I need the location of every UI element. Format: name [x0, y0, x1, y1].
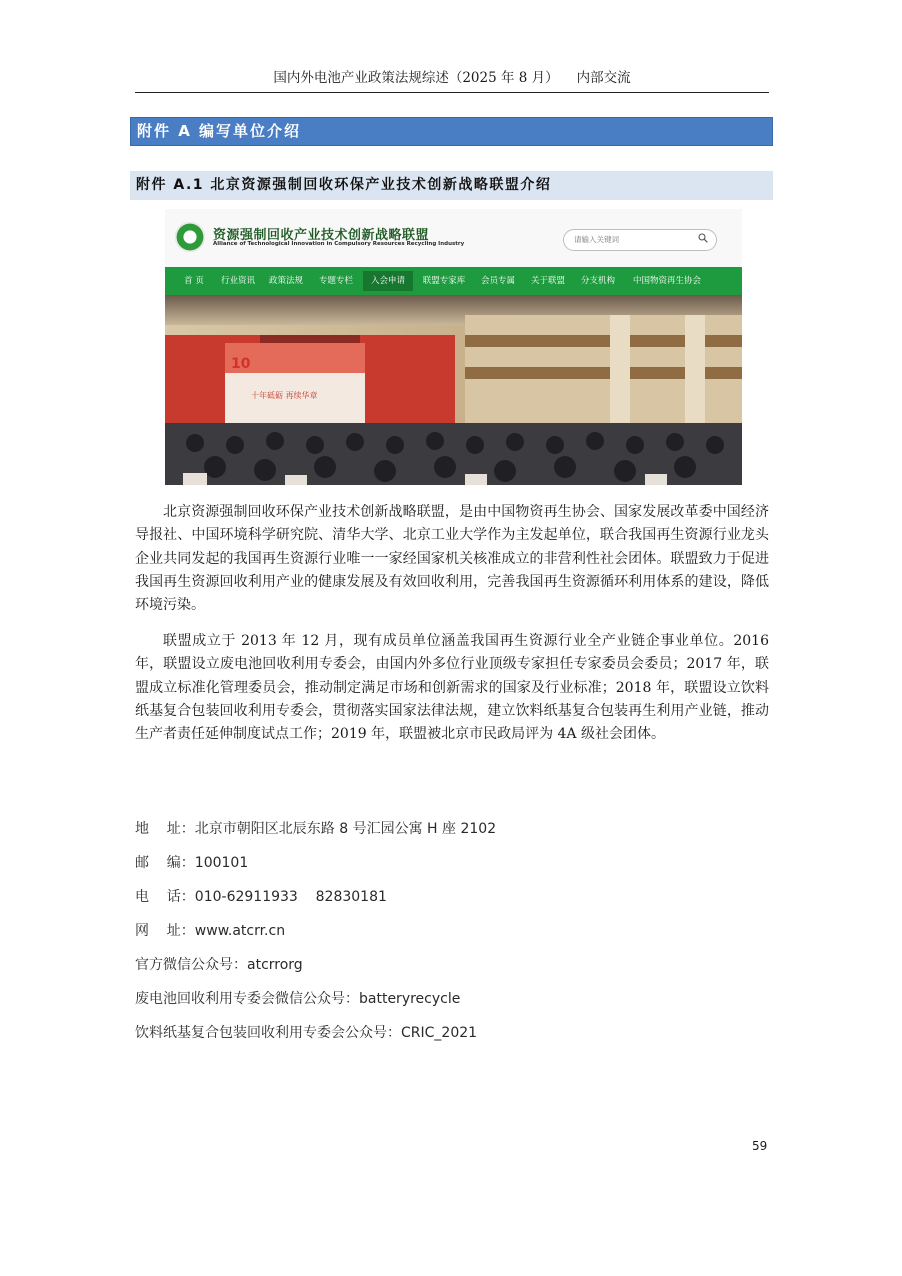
- paragraph-history: 联盟成立于 2013 年 12 月，现有成员单位涵盖我国再生资源行业全产业链企事业单位。2016 年，联盟设立废电池回收利用专委会，由国内外多位行业顶级专家担任专家委员会委员；2017 年，联盟成立标准化管理委员会，推动制定满足市场和创新需求的国家及行业标准；2018 年，联盟设立饮料纸基复合包装回收利用专委会，贯彻落实国家法律法规，建立饮料纸基复合包装再生利用产业链，推动生产者责任延伸制度试点工作；2019 年，联盟被北京市民政局评为 4A 级社会团体。: [135, 633, 769, 743]
- contact-website: 网 址：www.atcrr.cn: [135, 923, 286, 939]
- contact-wechat-official: 官方微信公众号：atcrrorg: [135, 957, 303, 973]
- contact-postcode: 邮 编：100101: [135, 855, 249, 871]
- nav-item-experts: 联盟专家库: [422, 276, 466, 286]
- nav-item-about: 关于联盟: [530, 276, 565, 286]
- paragraph-intro: 北京资源强制回收环保产业技术创新战略联盟，是由中国物资再生协会、国家发展改革委中国经济导报社、中国环境科学研究院、清华大学、北京工业大学作为主发起单位，联合我国再生资源行业龙头企业共同发起的我国再生资源行业唯一一家经国家机关核准成立的非营利性社会团体。联盟致力于促进我国再生资源回收利用产业的健康发展及有效回收利用，完善我国再生资源循环利用体系的建设，降低环境污染。: [135, 504, 769, 614]
- nav-item-join: 入会申请: [363, 271, 413, 291]
- nav-item-branches: 分支机构: [580, 276, 615, 286]
- header-tag: 内部交流: [576, 70, 631, 86]
- contact-wechat-battery: 废电池回收利用专委会微信公众号：batteryrecycle: [135, 991, 461, 1007]
- slide-text: 十年砥砺 再续华章: [251, 391, 318, 400]
- website-screenshot: [165, 209, 742, 485]
- website-logo-title: 资源强制回收产业技术创新战略联盟: [213, 228, 430, 243]
- running-header: [135, 66, 769, 93]
- conference-photo: [165, 295, 742, 485]
- website-logo-subtitle: Alliance of Technological Innovation in Compulsory Resources Recycling Industry: [213, 241, 465, 247]
- nav-item-home: 首 页: [184, 276, 204, 286]
- alliance-logo-icon: [175, 222, 205, 252]
- nav-item-members: 会员专属: [480, 276, 515, 286]
- contact-phone: 电 话：010-62911933 82830181: [135, 889, 387, 905]
- section-heading-appendix-a: 附件 A 编写单位介绍: [130, 117, 773, 146]
- contact-wechat-packaging: 饮料纸基复合包装回收利用专委会公众号：CRIC_2021: [135, 1025, 478, 1041]
- contact-address: 地 址：北京市朝阳区北辰东路 8 号汇园公寓 H 座 2102: [135, 821, 497, 837]
- website-header: [165, 209, 742, 267]
- nav-item-topics: 专题专栏: [318, 276, 353, 286]
- page-number: 59: [752, 1139, 768, 1153]
- nav-item-news: 行业资讯: [220, 276, 255, 286]
- search-placeholder: 请输入关键词: [574, 235, 619, 244]
- nav-item-policy: 政策法规: [268, 276, 303, 286]
- nav-item-association: 中国物资再生协会: [632, 276, 701, 286]
- search-icon: [698, 233, 708, 243]
- header-title: 国内外电池产业政策法规综述（2025 年 8 月）: [273, 70, 559, 86]
- slide-number: 10: [231, 356, 251, 372]
- subsection-heading-a1: 附件 A.1 北京资源强制回收环保产业技术创新战略联盟介绍: [130, 171, 773, 200]
- website-search-box: [563, 229, 717, 251]
- website-nav-bar: [165, 267, 742, 295]
